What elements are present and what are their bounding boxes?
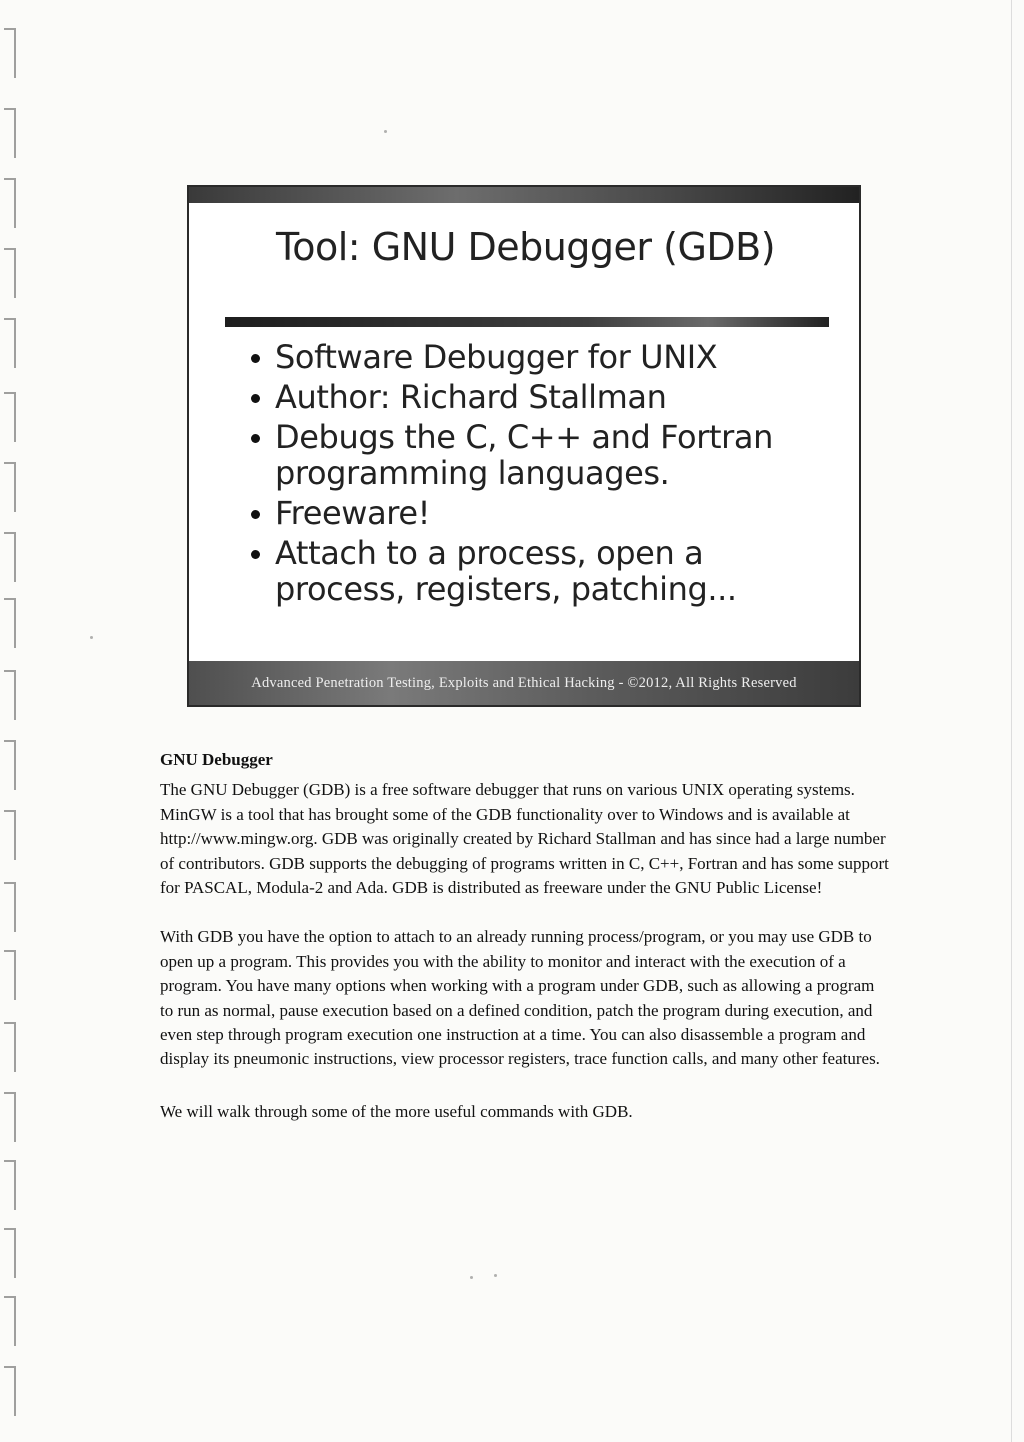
bullet-dot-icon [251,434,260,443]
binding-mark [4,598,16,648]
slide [187,185,861,707]
binding-mark [4,882,16,932]
page-edge [1011,0,1012,1442]
scan-speck [384,130,387,133]
slide-bullet [251,339,811,375]
binding-mark [4,532,16,582]
slide-bullet-list [251,339,811,611]
notes-heading: GNU Debugger [160,750,273,769]
notes-paragraph: The GNU Debugger (GDB) is a free software debugger that runs on various UNIX operating systems. MinGW is a tool that has brought some of the GDB functionality over to Windows and is available at http://www.mingw.org. GDB was originally created by Richard Stallman and has since had a large number of contributors. GDB supports the debugging of programs written in C, C++, Fortran and has some support for PASCAL, Modula-2 and Ada. GDB is distributed as freeware under the GNU Public License! [160,780,889,898]
binding-mark [4,670,16,720]
slide-title: Tool: GNU Debugger (GDB) [276,225,776,269]
slide-title-rule [225,317,829,327]
bullet-dot-icon [251,354,260,363]
scan-speck [90,636,93,639]
binding-mark [4,318,16,368]
binding-mark [4,740,16,790]
bullet-dot-icon [251,550,260,559]
slide-footer: Advanced Penetration Testing, Exploits and Ethical Hacking - ©2012, All Rights Reserved [189,661,859,705]
scan-speck [470,1276,473,1279]
notes-paragraph: With GDB you have the option to attach to an already running process/program, or you may use GDB to open up a program. This provides you with the ability to monitor and interact with the execution of a program. You have many options when working with a program under GDB, such as allowing a program to run as normal, pause execution based on a defined condition, patch the program during execution, and even step through program execution one instruction at a time. You can also disassemble a program and display its pneumonic instructions, view processor registers, trace function calls, and many other features. [160,927,880,1069]
slide-bullet-text: Attach to a process, open a process, registers, patching... [275,534,737,608]
notes-section [160,748,890,1149]
binding-mark [4,950,16,1000]
bullet-dot-icon [251,394,260,403]
slide-bullet-text: Author: Richard Stallman [275,378,667,416]
binding-mark [4,392,16,442]
slide-bullet [251,535,811,607]
binding-holes [0,0,40,1442]
slide-bullet [251,495,811,531]
binding-mark [4,178,16,228]
binding-mark [4,1092,16,1142]
slide-top-bar [189,187,859,203]
notes-paragraph: We will walk through some of the more useful commands with GDB. [160,1101,633,1121]
slide-bullet-text: Freeware! [275,494,431,532]
binding-mark [4,1228,16,1278]
slide-bullet-text: Software Debugger for UNIX [275,338,718,376]
binding-mark [4,1296,16,1346]
scan-speck [494,1274,497,1277]
slide-bullet-text: Debugs the C, C++ and Fortran programming languages. [275,418,773,492]
binding-mark [4,1022,16,1072]
bullet-dot-icon [251,510,260,519]
binding-mark [4,1160,16,1210]
binding-mark [4,462,16,512]
slide-bullet [251,419,811,491]
binding-mark [4,1366,16,1416]
binding-mark [4,28,16,78]
binding-mark [4,810,16,860]
slide-bullet [251,379,811,415]
binding-mark [4,248,16,298]
binding-mark [4,108,16,158]
